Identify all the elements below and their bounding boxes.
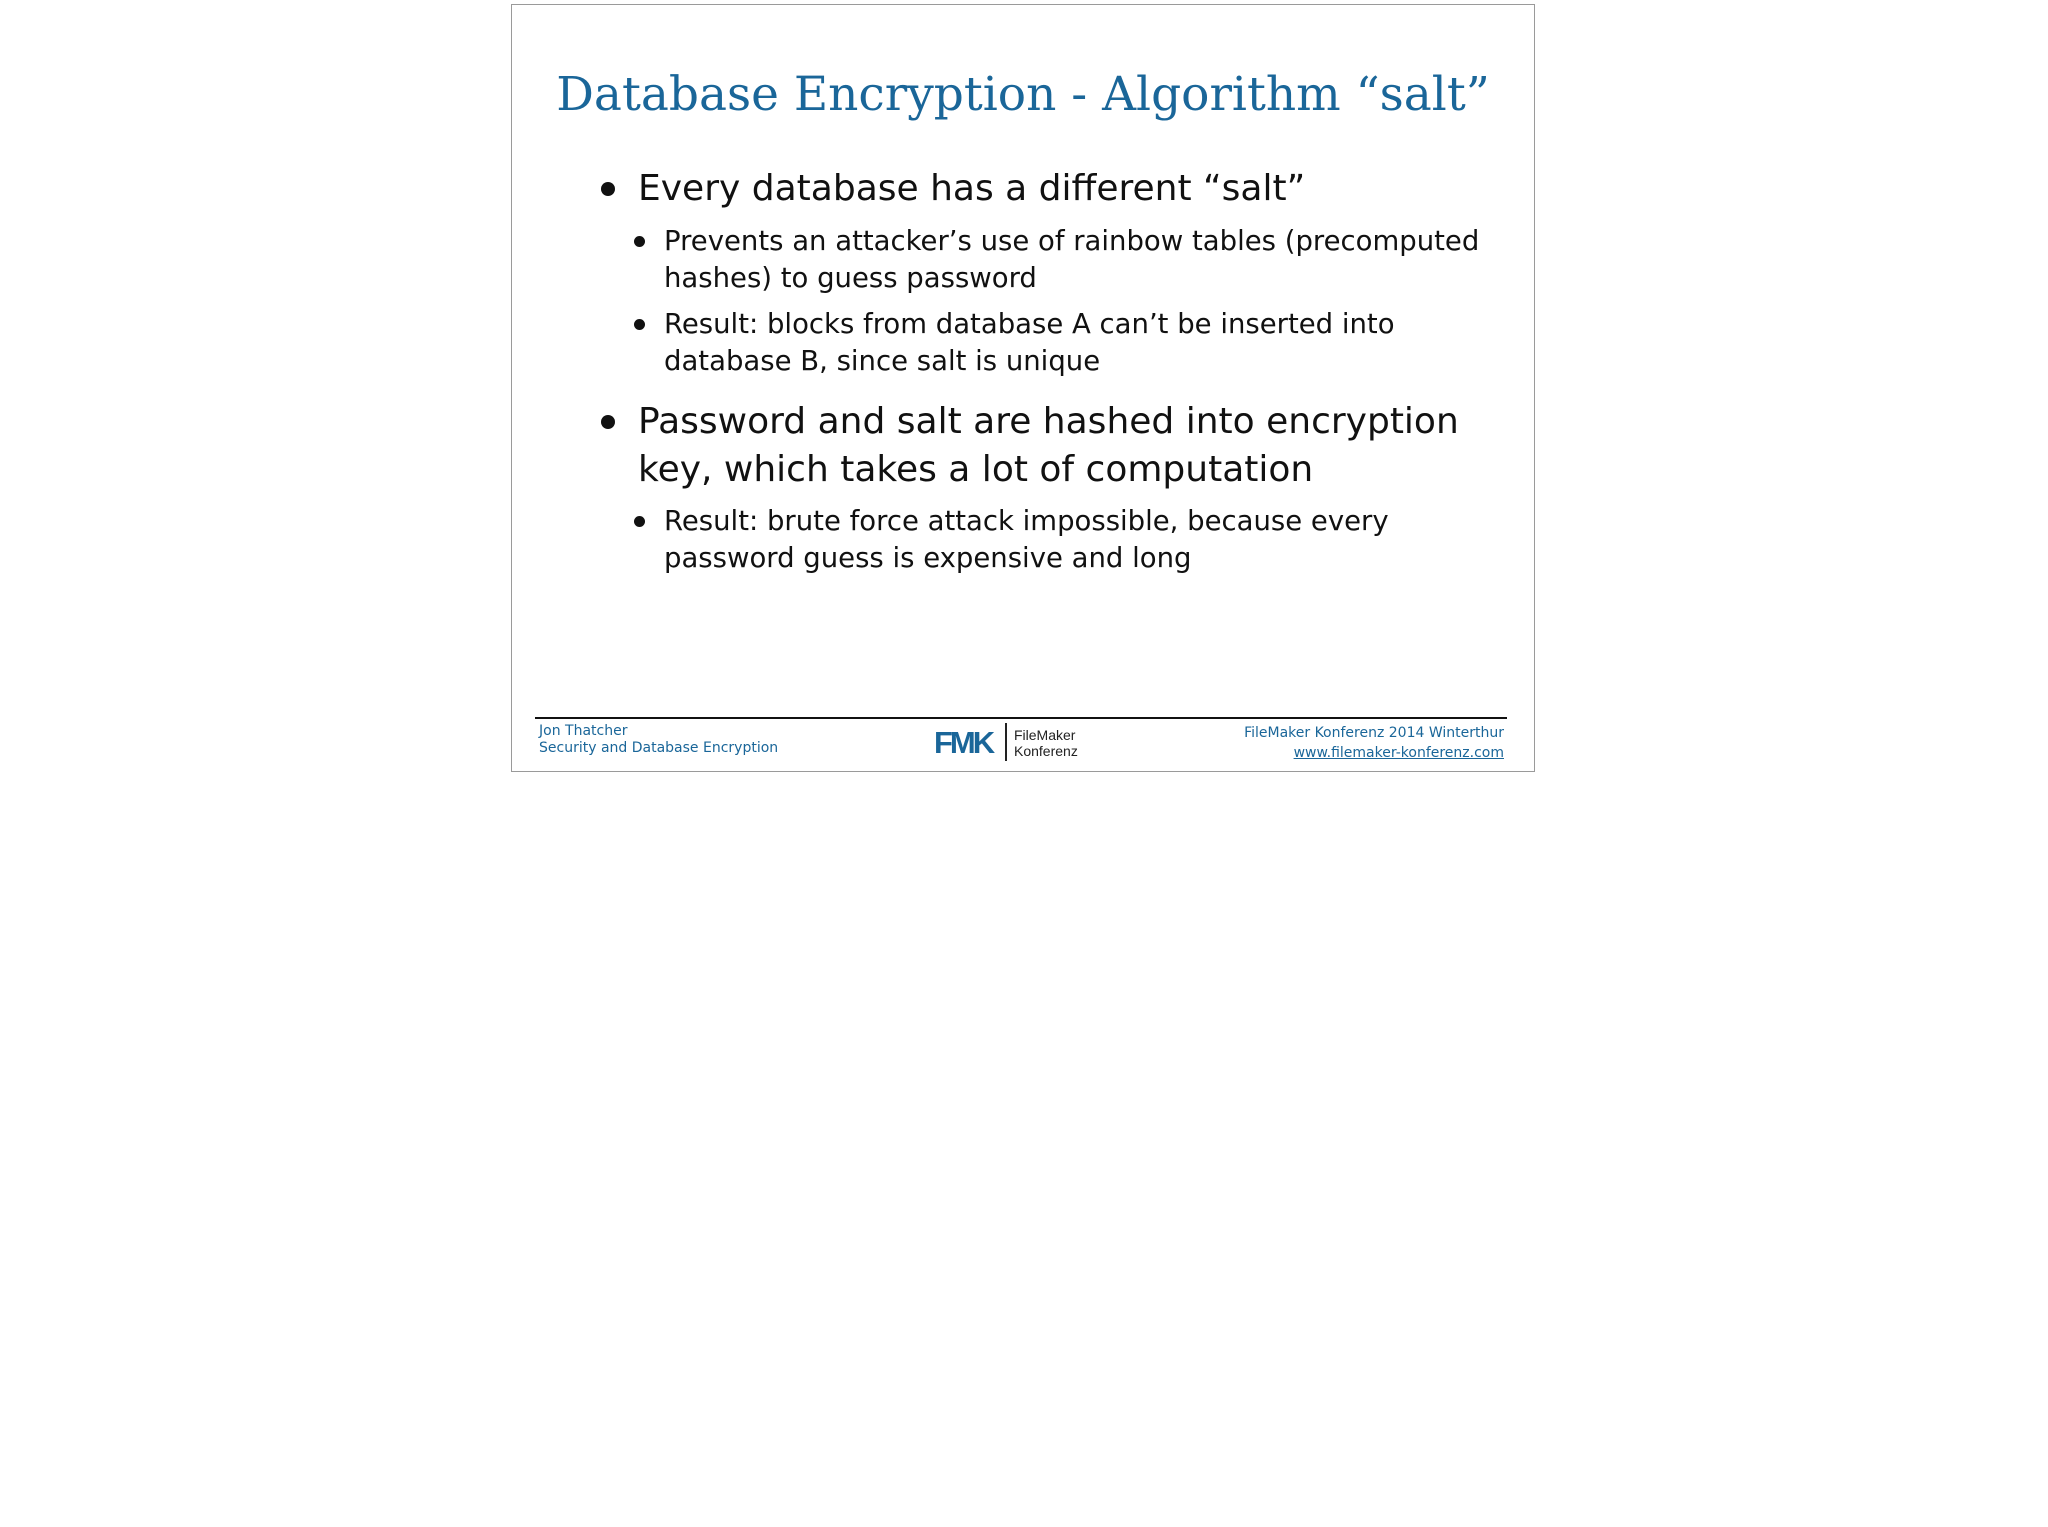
bullet-text: Password and salt are hashed into encryption key, which takes a lot of computation	[638, 401, 1459, 490]
footer-event: FileMaker Konferenz 2014 Winterthur	[1244, 725, 1504, 741]
sub-bullet-dot-icon	[634, 236, 645, 247]
bullet-dot-icon	[601, 415, 615, 429]
sub-bullet-text: Result: brute force attack impossible, because every password guess is expensive and long	[664, 505, 1389, 574]
slide	[511, 4, 1535, 772]
slide-title: Database Encryption - Algorithm “salt”	[556, 67, 1490, 122]
footer-url-link[interactable]: www.filemaker-konferenz.com	[1293, 745, 1504, 761]
sub-bullet-text: Prevents an attacker’s use of rainbow tables (precomputed hashes) to guess password	[664, 225, 1480, 294]
sub-bullet-item	[664, 223, 1479, 297]
footer-author: Jon Thatcher	[539, 723, 628, 739]
sub-bullet-dot-icon	[634, 516, 645, 527]
bullet-dot-icon	[601, 182, 615, 196]
fmk-logo-name: FileMaker Konferenz	[1014, 727, 1078, 759]
bullet-list	[512, 5, 1534, 771]
sub-bullet-text: Result: blocks from database A can’t be inserted into database B, since salt is unique	[664, 308, 1395, 377]
bullet-item	[638, 165, 1305, 213]
fmk-logo	[924, 721, 1078, 763]
bullet-text: Every database has a different “salt”	[638, 168, 1306, 209]
sub-bullet-dot-icon	[634, 319, 645, 330]
bullet-item	[638, 398, 1459, 494]
footer-right	[1244, 723, 1504, 763]
sub-bullet-item	[664, 503, 1389, 577]
footer-left	[539, 723, 778, 757]
footer-divider	[535, 717, 1507, 719]
sub-bullet-item	[664, 306, 1395, 380]
logo-separator	[1005, 723, 1007, 761]
fmk-logo-mark: FMK	[934, 725, 993, 760]
footer-talk-title: Security and Database Encryption	[539, 740, 779, 756]
